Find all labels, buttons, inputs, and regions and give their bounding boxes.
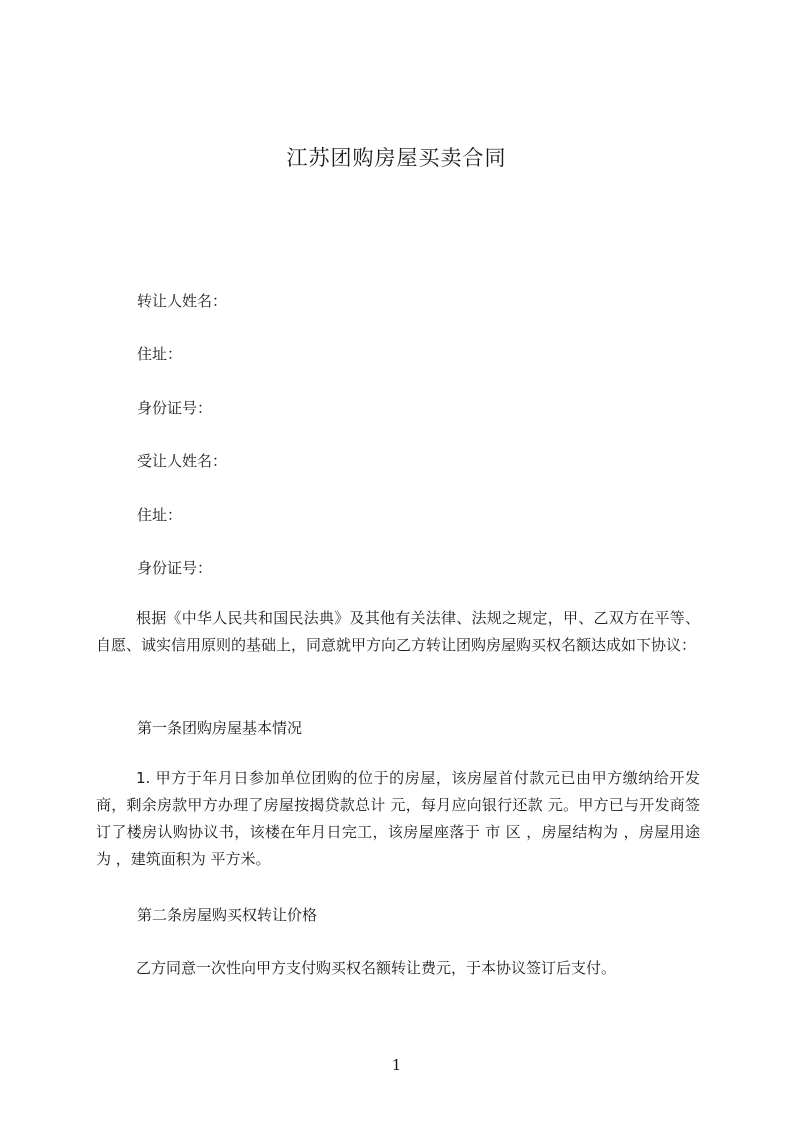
transferor-address-field: 住址： [137, 345, 183, 363]
document-title: 江苏团购房屋买卖合同 [286, 146, 507, 170]
intro-paragraph: 根据《中华人民共和国民法典》及其他有关法律、法规之规定，甲、乙双方在平等、自愿、诚实信用原则的基础上，同意就甲方向乙方转让团购房屋购买权名额达成如下协议： [96, 609, 700, 654]
transferee-name-field: 受让人姓名： [137, 452, 228, 470]
article1-heading: 第一条团购房屋基本情况 [137, 719, 303, 737]
transferee-address-field: 住址： [137, 506, 183, 524]
article1-body: 1. 甲方于年月日参加单位团购的位于的房屋，该房屋首付款元已由甲方缴纳给开发商，剩余房款甲方办理了房屋按揭贷款总计 元，每月应向银行还款 元。甲方已与开发商签订了楼房认购协议书，该楼在年月日完工，该房屋座落于 市 区 ，房屋结构为 ，房屋用途为 ，建筑面积为 平方米。 [96, 769, 700, 868]
transferee-id-field: 身份证号： [137, 559, 213, 577]
transferor-name-field: 转让人姓名： [137, 292, 228, 310]
transferor-id-field: 身份证号： [137, 399, 213, 417]
article2-body: 乙方同意一次性向甲方支付购买权名额转让费元，于本协议签订后支付。 [136, 959, 617, 977]
article2-heading: 第二条房屋购买权转让价格 [137, 906, 318, 924]
page-number: 1 [391, 1056, 402, 1074]
